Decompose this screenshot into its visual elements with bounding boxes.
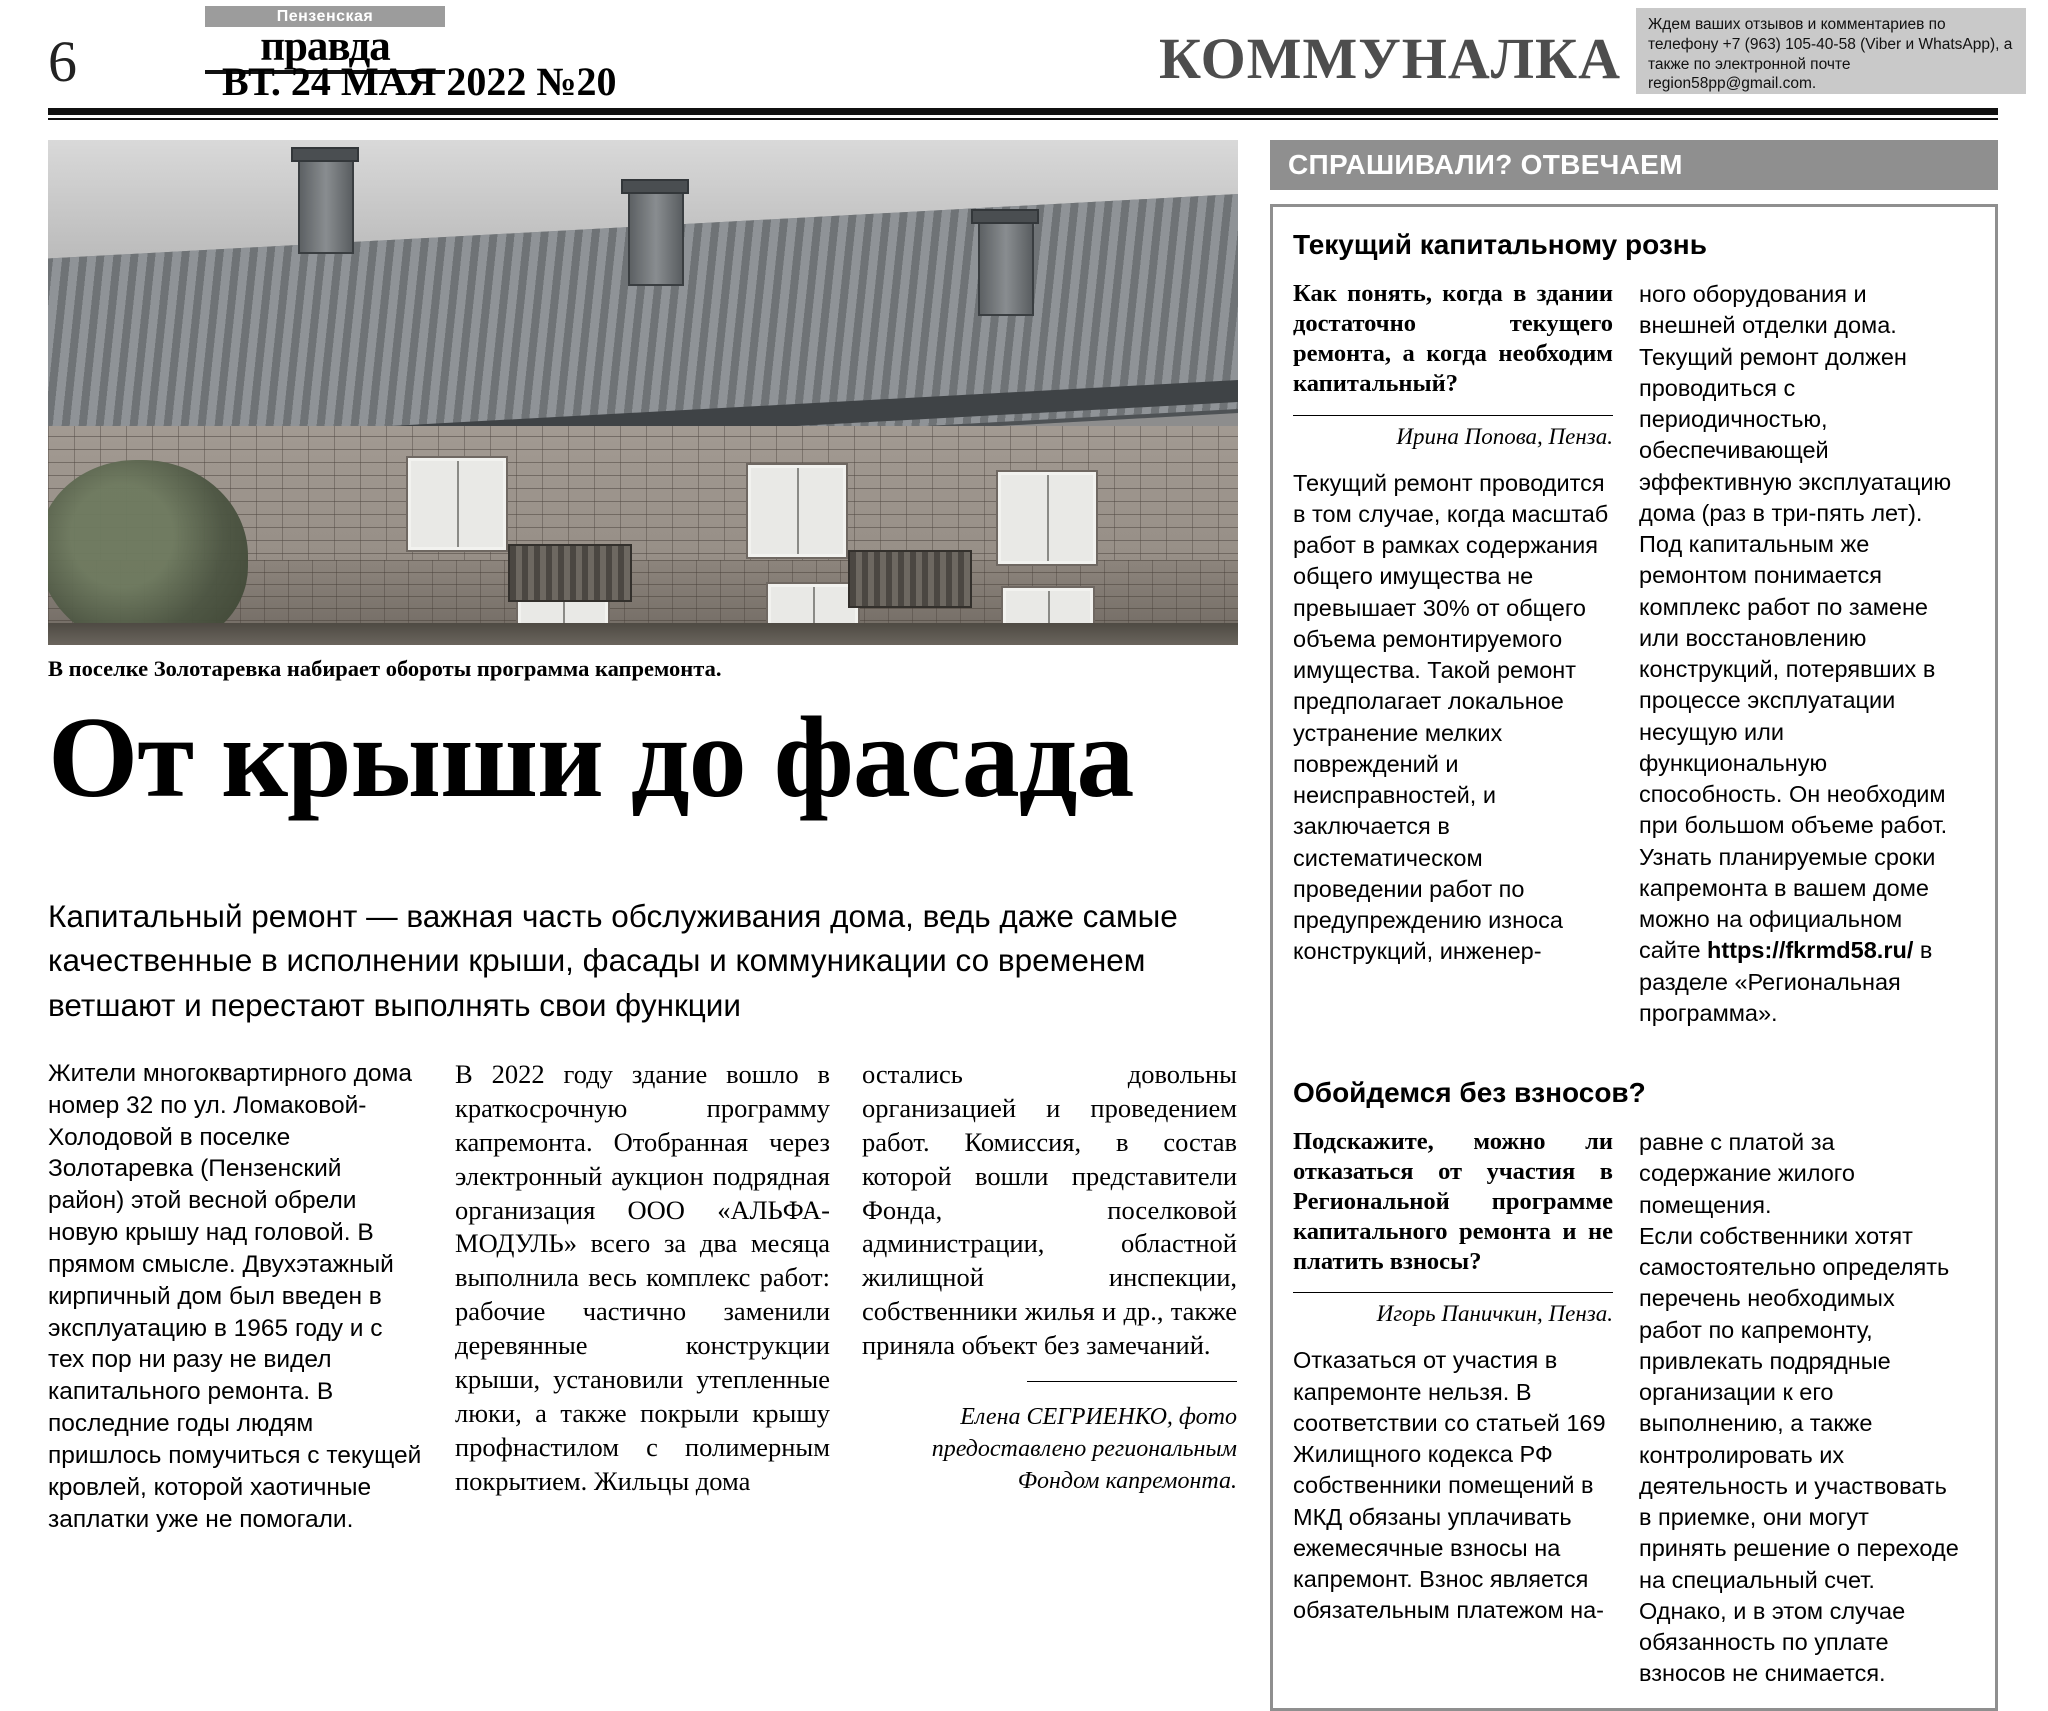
contact-box: Ждем ваших отзывов и комментариев по телефону +7 (963) 105-40-58 (Viber и WhatsApp), а также по электронной почте region58pp@gmail.com. bbox=[1636, 8, 2026, 94]
photo-chimney bbox=[978, 220, 1034, 316]
photo-window bbox=[408, 458, 506, 550]
logo-main-label: правда bbox=[260, 23, 390, 70]
qa-item-1-answer-right-2-text: Под капитальным же ремонтом понимается комплекс работ по замене или восстановлению конструкций, потерявших в процессе эксплуатации несущую или функциональную способность. Он необходим при большом объеме работ. Узнать планируемые сроки капремонта в вашем доме можно на официальном сайте bbox=[1639, 531, 1948, 964]
photo-window bbox=[998, 472, 1096, 564]
header-rule-thick bbox=[48, 108, 1998, 115]
qa-item-1-answer-right: ного оборудования и внешней отделки дома. Текущий ремонт должен проводиться с периодичностью, обеспечивающей эффективную эксплуатацию дома (раз в три-пять лет). bbox=[1639, 281, 1952, 526]
qa-item-2-answer-left: Отказаться от участия в капремонте нельзя. В соответствии со статьей 169 Жилищного кодекса РФ собственники помещений в МКД обязаны уплачивать ежемесячные взносы на капремонт. Взнос является обязательным платежом на- bbox=[1293, 1347, 1606, 1624]
qa-item-1-answer-right-2 bbox=[1639, 529, 1959, 1029]
qa-item-2-grid bbox=[1293, 1127, 1975, 1690]
qa-item-2-answer-right-2: Если собственники хотят самостоятельно определять перечень необходимых работ по капремонту, привлекать подрядные организации к его выполнению, а также контролировать их деятельность и участвовать в приемке, они могут принять решение о переходе на специальный счет. Однако, и в этом случае обязанность по уплате взносов не снимается. bbox=[1639, 1222, 1959, 1687]
qa-separator bbox=[1293, 1029, 1975, 1051]
page-number: 6 bbox=[48, 29, 77, 94]
photo-ground bbox=[48, 623, 1238, 645]
qa-item-1-answer-link[interactable]: https://fkrmd58.ru/ bbox=[1707, 937, 1914, 964]
qa-item-2-question: Подскажите, можно ли отказаться от участия в Региональной программе капитального ремонта и не платить взносы? bbox=[1293, 1128, 1613, 1275]
article-columns bbox=[48, 1058, 1238, 1536]
qa-item-1-answer-right-3-text: в разделе «Региональная программа». bbox=[1639, 937, 1933, 1026]
issue-date: ВТ. 24 МАЯ 2022 №20 bbox=[222, 59, 617, 104]
qa-section-body bbox=[1270, 204, 1998, 1711]
article-lede: Капитальный ремонт — важная часть обслуживания дома, ведь даже самые качественные в исполнении крыши, фасады и коммуникации со временем ветшают и перестают выполнять свои функции bbox=[48, 897, 1178, 1024]
qa-item-2-right bbox=[1639, 1127, 1959, 1690]
photo-window bbox=[748, 465, 846, 557]
main-article bbox=[48, 140, 1238, 1536]
photo-balcony bbox=[848, 550, 972, 608]
article-photo bbox=[48, 140, 1238, 645]
article-headline: От крыши до фасада bbox=[48, 694, 1134, 822]
signature-rule bbox=[1027, 1381, 1237, 1382]
photo-chimney bbox=[298, 158, 354, 254]
photo-balcony bbox=[508, 544, 632, 602]
qa-item-2-title: Обойдемся без взносов? bbox=[1293, 1077, 1646, 1108]
article-column-3 bbox=[862, 1058, 1237, 1536]
article-signature: Елена СЕГРИЕНКО, фото предоставлено региональным Фондом капремонта. bbox=[931, 1404, 1237, 1494]
photo-chimney bbox=[628, 190, 684, 286]
qa-item-1-answer-left: Текущий ремонт проводится в том случае, когда масштаб работ в рамках содержания общего имущества не превышает 30% от общего объема ремонтируемого имущества. Такой ремонт предполагает локальное устранение мелких повреждений и неисправностей, и заключается в систематическом проведении работ по предупреждению износа конструкций, инженер- bbox=[1293, 469, 1609, 965]
logo-top-label: Пензенская bbox=[205, 6, 445, 27]
qa-item-1-rule bbox=[1293, 415, 1613, 416]
article-column-3-text: остались довольны организацией и проведением работ. Комиссия, в состав которой вошли представители Фонда, поселковой администрации, областной жилищной инспекции, собственники жилья и др., также приняла объект без замечаний. bbox=[862, 1058, 1237, 1361]
qa-item-1-author: Ирина Попова, Пенза. bbox=[1396, 423, 1613, 449]
qa-section bbox=[1270, 140, 1998, 1711]
qa-item-1-right bbox=[1639, 279, 1959, 1029]
qa-item-2-left bbox=[1293, 1127, 1613, 1690]
qa-item-1-title: Текущий капитальному рознь bbox=[1293, 229, 1707, 260]
qa-item-1-grid bbox=[1293, 279, 1975, 1029]
header-rule-thin bbox=[48, 118, 1998, 120]
qa-section-header: СПРАШИВАЛИ? ОТВЕЧАЕМ bbox=[1270, 140, 1998, 190]
photo-caption: В поселке Золотаревка набирает обороты программа капремонта. bbox=[48, 656, 722, 681]
qa-item-2-rule bbox=[1293, 1292, 1613, 1293]
qa-item-2-author: Игорь Паничкин, Пенза. bbox=[1376, 1301, 1613, 1327]
article-column-2: В 2022 году здание вошло в краткосрочную программу капремонта. Отобранная через электронный аукцион подрядная организация ООО «АЛЬФА-МОДУЛЬ» всего за два месяца выполнила весь комплекс работ: рабочие частично заменили деревянные конструкции крыши, установили утепленные люки, а также покрыли крышу профнастилом с полимерным покрытием. Жильцы дома bbox=[455, 1058, 830, 1496]
section-title: КОММУНАЛКА bbox=[1159, 26, 1621, 91]
qa-item-1-left bbox=[1293, 279, 1613, 1029]
qa-item-1-question: Как понять, когда в здании достаточно текущего ремонта, а когда необходим капитальный? bbox=[1293, 280, 1613, 397]
qa-item-2-answer-right: равне с платой за содержание жилого помещения. bbox=[1639, 1129, 1855, 1218]
article-column-1: Жители многоквартирного дома номер 32 по ул. Ломаковой-Холодовой в поселке Золотаревка (Пензенский район) этой весной обрели новую крышу над головой. В прямом смысле. Двухэтажный кирпичный дом был введен в эксплуатацию в 1965 году и с тех пор ни разу не видел капитального ремонта. В последние годы людям пришлось помучиться с текущей кровлей, которой хаотичные заплатки уже не помогали. bbox=[48, 1059, 422, 1533]
masthead bbox=[0, 0, 2048, 112]
